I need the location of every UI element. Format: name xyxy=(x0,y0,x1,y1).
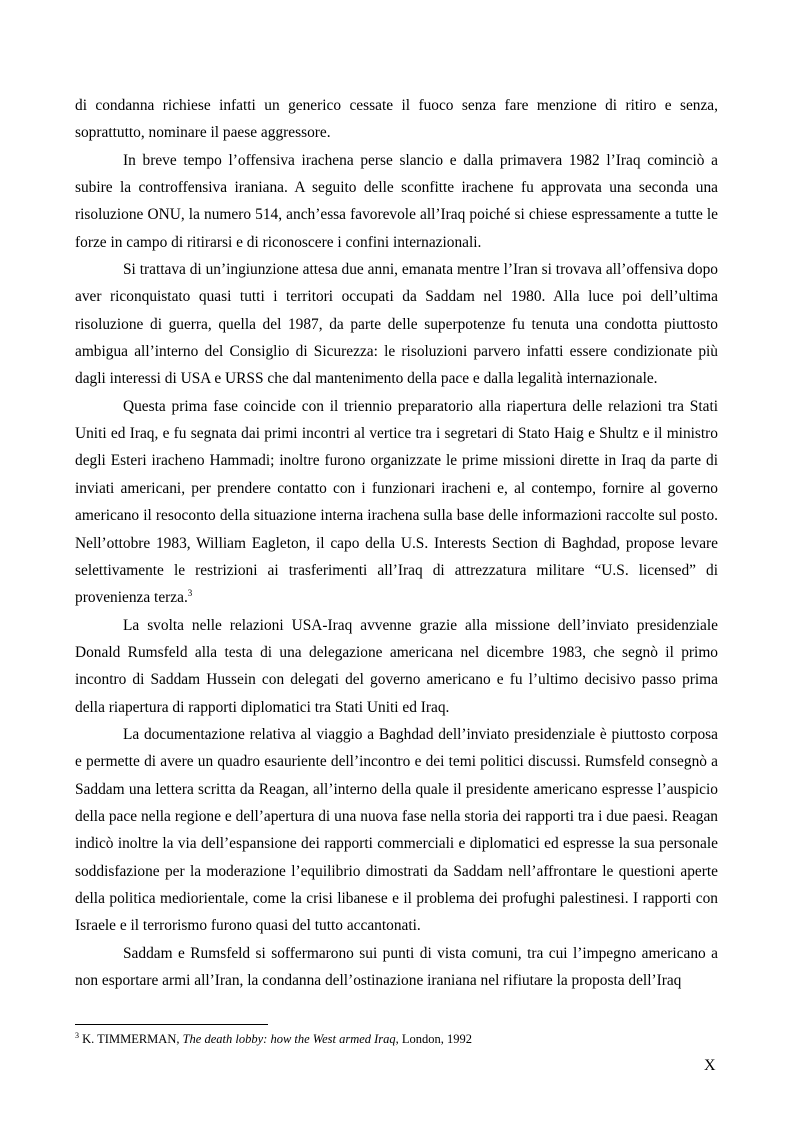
paragraph-7: Saddam e Rumsfeld si soffermarono sui punti di vista comuni, tra cui l’impegno americano a non esportare armi all’Iran, la condanna dell’ostinazione iraniana nel rifiutare la proposta dell’Iraq xyxy=(75,944,718,989)
footnote-title: The death lobby: how the West armed Iraq xyxy=(182,1032,396,1046)
paragraph-6: La documentazione relativa al viaggio a Baghdad dell’inviato presidenziale è piuttosto corposa e permette di avere un quadro esauriente dell’incontro e dei temi politici discussi. Rumsfeld consegnò a Saddam una lettera scritta da Reagan, all’interno della quale il presidente americano espresse l’auspicio della pace nella regione e dell’apertura di una nuova fase nella storia dei rapporti tra i due paesi. Reagan indicò inoltre la via dell’espansione dei rapporti commerciali e diplomatici ed espresse la sua personale soddisfazione per la moderazione l’equilibrio dimostrati da Saddam nell’affrontare le questioni aperte della politica mediorientale, come la crisi libanese e il problema dei profughi palestinesi. I rapporti con Israele e il terrorismo furono quasi del tutto accantonati. xyxy=(75,725,718,935)
paragraph-1: di condanna richiese infatti un generico cessate il fuoco senza fare menzione di ritiro e senza, soprattutto, nominare il paese aggressore. xyxy=(75,97,718,142)
footnote-rest: , London, 1992 xyxy=(395,1032,473,1046)
footnote xyxy=(75,1031,718,1047)
paragraph-2: In breve tempo l’offensiva irachena perse slancio e dalla primavera 1982 l’Iraq cominciò a subire la controffensiva iraniana. A seguito delle sconfitte irachene fu approvata una seconda una risoluzione ONU, la numero 514, anch’essa favorevole all’Iraq poiché si chiese espressamente a tutte le forze in campo di ritirarsi e di riconoscere i confini internazionali. xyxy=(75,151,718,251)
paragraph-4 xyxy=(75,393,718,612)
paragraph-5: La svolta nelle relazioni USA-Iraq avvenne grazie alla missione dell’inviato presidenziale Donald Rumsfeld alla testa di una delegazione americana nel dicembre 1983, che segnò il primo incontro di Saddam Hussein con delegati del governo americano e fu l’ultimo decisivo passo prima della riapertura di rapporti diplomatici tra Stati Uniti ed Iraq. xyxy=(75,616,718,716)
footnote-author: K. TIMMERMAN, xyxy=(82,1032,180,1046)
paragraph-3: Si trattava di un’ingiunzione attesa due anni, emanata mentre l’Iran si trovava all’offensiva dopo aver riconquistato quasi tutti i territori occupati da Saddam nel 1980. Alla luce poi dell’ultima risoluzione di guerra, quella del 1987, da parte delle superpotenze fu tenuta una condotta piuttosto ambigua all’interno del Consiglio di Sicurezza: le risoluzioni parvero infatti essere condizionate più dagli interessi di USA e URSS che dal mantenimento della pace e dalla legalità internazionale. xyxy=(75,261,718,388)
page-number: X xyxy=(704,1057,716,1074)
footnote-number: 3 xyxy=(75,1031,79,1040)
footnote-reference: 3 xyxy=(187,588,193,599)
body-text xyxy=(75,92,718,994)
footnote-divider xyxy=(75,1024,268,1025)
paragraph-4-text: Questa prima fase coincide con il triennio preparatorio alla riapertura delle relazioni tra Stati Uniti ed Iraq, e fu segnata dai primi incontri al vertice tra i segretari di Stato Haig e Shultz e il ministro degli Esteri iracheno Hammadi; inoltre furono organizzate le prime missioni dirette in Iraq da parte di inviati americani, per prendere contatto con i funzionari iracheni e, al contempo, fornire al governo americano il resoconto della situazione interna irachena sulla base delle informazioni raccolte sul posto. Nell’ottobre 1983, William Eagleton, il capo della U.S. Interests Section di Baghdad, propose levare selettivamente le restrizioni ai trasferimenti all’Iraq di attrezzatura militare “U.S. licensed” di provenienza terza. xyxy=(75,397,718,607)
